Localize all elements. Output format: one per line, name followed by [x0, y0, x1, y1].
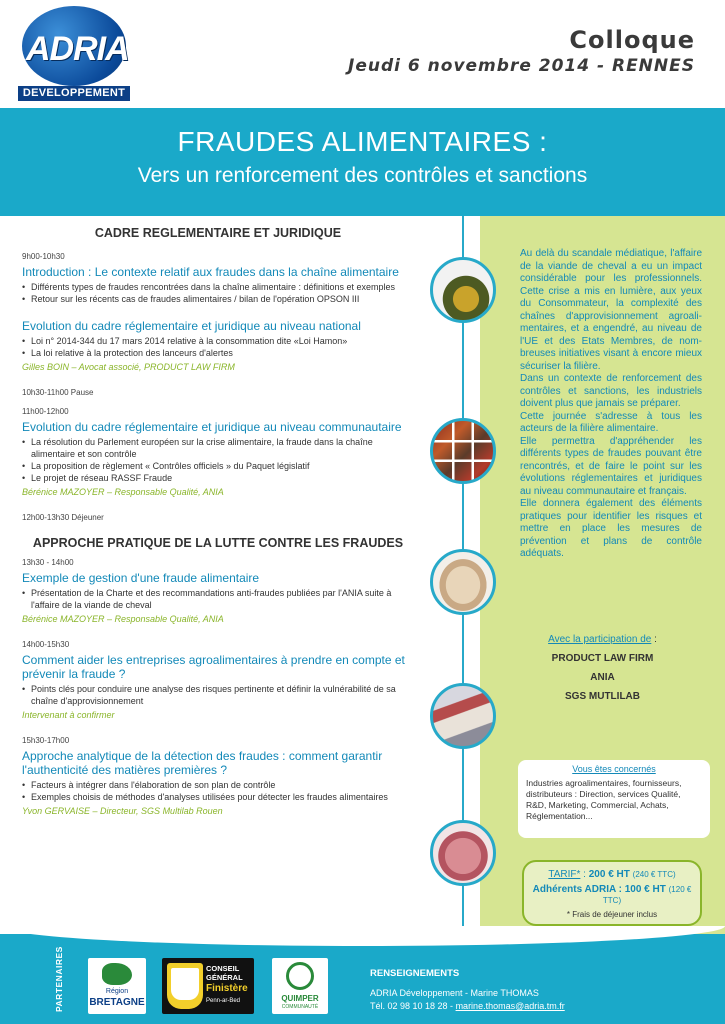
shield-inner — [171, 968, 199, 1000]
lunch-slot: 12h00-13h30 Déjeuner — [22, 513, 104, 522]
fish-fillet-photo — [430, 549, 496, 615]
event-date: Jeudi 6 novembre 2014 - RENNES — [348, 56, 695, 76]
adria-logo — [12, 6, 132, 100]
time-slot: 13h30 - 14h00 — [22, 558, 74, 567]
pause-slot: 10h30-11h00 Pause — [22, 388, 94, 397]
talk-title: Exemple de gestion d'une fraude alimentaire — [22, 571, 260, 585]
talk-title: Approche analytique de la détection des fraudes : comment garantir l'authenticité des matières premières ? — [22, 749, 383, 777]
region-bretagne-logo — [88, 958, 146, 1014]
logo-word: ADRIA — [26, 30, 129, 68]
sidebar-paragraph: Elle donnera également des éléments pratiques pour identifier les risques et mettre en place les mesures de prévention et plans de contrôle adéquats. — [520, 498, 702, 559]
sidebar-paragraph: Dans un contexte de renforcement des contrôles et sanctions, les industriels doivent plus que jamais se préparer. — [520, 373, 702, 409]
speaker: Bérénice MAZOYER – Responsable Qualité, ANIA — [22, 614, 224, 624]
section-title: CADRE REGLEMENTAIRE ET JURIDIQUE — [94, 226, 342, 240]
bullet-item: • La résolution du Parlement européen sur la crise alimentaire, la fraude dans la chaîne alimentaire et son contrôle — [22, 436, 414, 460]
title-band — [0, 108, 725, 216]
bullet-item: • La proposition de règlement « Contrôles officiels » du Paquet législatif — [22, 460, 414, 472]
bullet-list — [22, 335, 414, 359]
adherents-ttc: (120 € TTC) — [602, 885, 692, 905]
section-title: APPROCHE PRATIQUE DE LA LUTTE CONTRE LES FRAUDES — [32, 536, 404, 550]
pricing-box — [522, 860, 702, 926]
contact-phone: Tél. 02 98 10 18 28 - — [370, 1001, 456, 1011]
speaker: Gilles BOIN – Avocat associé, PRODUCT LAW FIRM — [22, 362, 235, 372]
talk-title: Introduction : Le contexte relatif aux fraudes dans la chaîne alimentaire — [22, 265, 399, 279]
adherents-price: Adhérents ADRIA : 100 € HT — [532, 884, 666, 895]
partner2-l1: CONSEIL GÉNÉRAL — [206, 964, 243, 982]
sidebar — [480, 216, 725, 934]
contact-block — [370, 968, 565, 1013]
partner2-l2: Finistère — [206, 983, 248, 994]
contact-name: ADRIA Développement - Marine THOMAS — [370, 988, 539, 998]
tarif-ttc: (240 € TTC) — [632, 870, 676, 879]
speaker: Bérénice MAZOYER – Responsable Qualité, ANIA — [22, 487, 224, 497]
spices-photo — [430, 418, 496, 484]
bullet-item: • Retour sur les récents cas de fraudes alimentaires / bilan de l'opération OPSON III — [22, 293, 414, 305]
time-slot: 14h00-15h30 — [22, 640, 70, 649]
audience-box — [518, 760, 710, 838]
time-slot: 11h00-12h00 — [22, 407, 69, 416]
participant-org: PRODUCT LAW FIRM — [551, 653, 654, 664]
participation-colon: : — [651, 634, 657, 645]
bretagne-shape — [102, 963, 132, 985]
bullet-list — [22, 281, 414, 305]
main-subtitle: Vers un renforcement des contrôles et sanctions — [137, 164, 588, 187]
time-slot: 9h00-10h30 — [22, 252, 65, 261]
talk-title: Comment aider les entreprises agroalimentaires à prendre en compte et prévenir la fraude ? — [22, 653, 405, 681]
quimper-ring-icon — [286, 962, 314, 990]
bullet-item: • Points clés pour conduire une analyse des risques pertinente et définir la vulnérabilité de sa chaîne d'approvisionnement — [22, 683, 414, 707]
bullet-item: • Exemples choisis de méthodes d'analyses utilisées pour détecter les fraudes alimentaires — [22, 791, 414, 803]
finistere-logo — [162, 958, 254, 1014]
talk-title: Evolution du cadre réglementaire et juridique au niveau national — [22, 319, 361, 333]
tarif-ht: 200 € HT — [588, 869, 630, 880]
contact-email-link[interactable]: marine.thomas@adria.tm.fr — [455, 1001, 565, 1011]
bullet-list — [22, 779, 414, 803]
audience-title: Vous êtes concernés — [572, 764, 656, 774]
tarif-note: * Frais de déjeuner inclus — [566, 910, 658, 919]
partner3-l2: COMMUNAUTÉ — [281, 1004, 319, 1010]
sidebar-text — [520, 248, 702, 561]
speaker: Yvon GERVAISE – Directeur, SGS Multilab Rouen — [22, 806, 223, 816]
program-column — [22, 226, 414, 816]
bullet-item: • Loi n° 2014-344 du 17 mars 2014 relative à la consommation dite «Loi Hamon» — [22, 335, 414, 347]
bullet-item: • Le projet de réseau RASSF Fraude — [22, 472, 414, 484]
minced-meat-photo — [430, 820, 496, 886]
tarif-sep: : — [580, 869, 589, 880]
partners-label-text: PARTENAIRES — [54, 946, 64, 1012]
participation-label: Avec la participation de — [548, 634, 652, 645]
sidebar-paragraph: Au delà du scandale médiatique, l'affaire de la viande de cheval a eu un impact considérable pour les professionnels. Cette crise a mis en lumière, aux yeux du Consommateur, la complexité des chaînes d'approvisionnement agroalimentaires, et a engendré, au niveau de l'UE et des Etats Membres, de nombreuses initiatives visant à encore mieux sécuriser la filière. — [520, 248, 702, 372]
partners-label — [48, 946, 68, 1016]
bullet-item: • La loi relative à la protection des lanceurs d'alertes — [22, 347, 414, 359]
partner3-l1: QUIMPER — [281, 994, 319, 1003]
participation — [480, 634, 725, 702]
partner1-big: BRETAGNE — [89, 997, 145, 1008]
tarif-label: TARIF* — [548, 869, 581, 880]
speaker: Intervenant à confirmer — [22, 710, 115, 720]
sidebar-paragraph: Elle permettra d'appréhender les différents types de fraudes pouvant être rencontrés, et de faire le point sur les évolutions réglementaires et juridiques au niveau communautaire et français. — [520, 435, 702, 497]
olive-oil-photo — [430, 257, 496, 323]
bullet-list — [22, 587, 414, 611]
partner2-l3: Penn-ar-Bed — [206, 998, 241, 1004]
talk-title: Evolution du cadre réglementaire et juridique au niveau communautaire — [22, 420, 402, 434]
bullet-list — [22, 683, 414, 707]
participant-org: SGS MUTLILAB — [565, 691, 640, 702]
bullet-item: • Présentation de la Charte et des recommandations anti-fraudes publiées par l'ANIA suite à l'affaire de la viande de cheval — [22, 587, 414, 611]
quimper-logo — [272, 958, 328, 1014]
partner1-small: Région — [105, 988, 129, 995]
main-title: FRAUDES ALIMENTAIRES : — [177, 126, 548, 157]
supermarket-photo — [430, 683, 496, 749]
bullet-item: • Différents types de fraudes rencontrées dans la chaîne alimentaire : définitions et exemples — [22, 281, 414, 293]
logo-subtitle: DEVELOPPEMENT — [18, 86, 130, 101]
event-type: Colloque — [569, 26, 695, 54]
time-slot: 15h30-17h00 — [22, 736, 70, 745]
bullet-item: • Facteurs à intégrer dans l'élaboration de son plan de contrôle — [22, 779, 414, 791]
sidebar-paragraph: Cette journée s'adresse à tous les acteurs de la filière alimentaire. — [520, 410, 702, 434]
participant-org: ANIA — [590, 672, 615, 683]
audience-text: Industries agroalimentaires, fournisseurs, distributeurs : Direction, services Qualité, R&D, Marketing, Commercial, Achats, Réglementation... — [526, 778, 682, 821]
contact-title: RENSEIGNEMENTS — [370, 968, 460, 979]
bullet-list — [22, 436, 414, 484]
header — [0, 0, 725, 108]
